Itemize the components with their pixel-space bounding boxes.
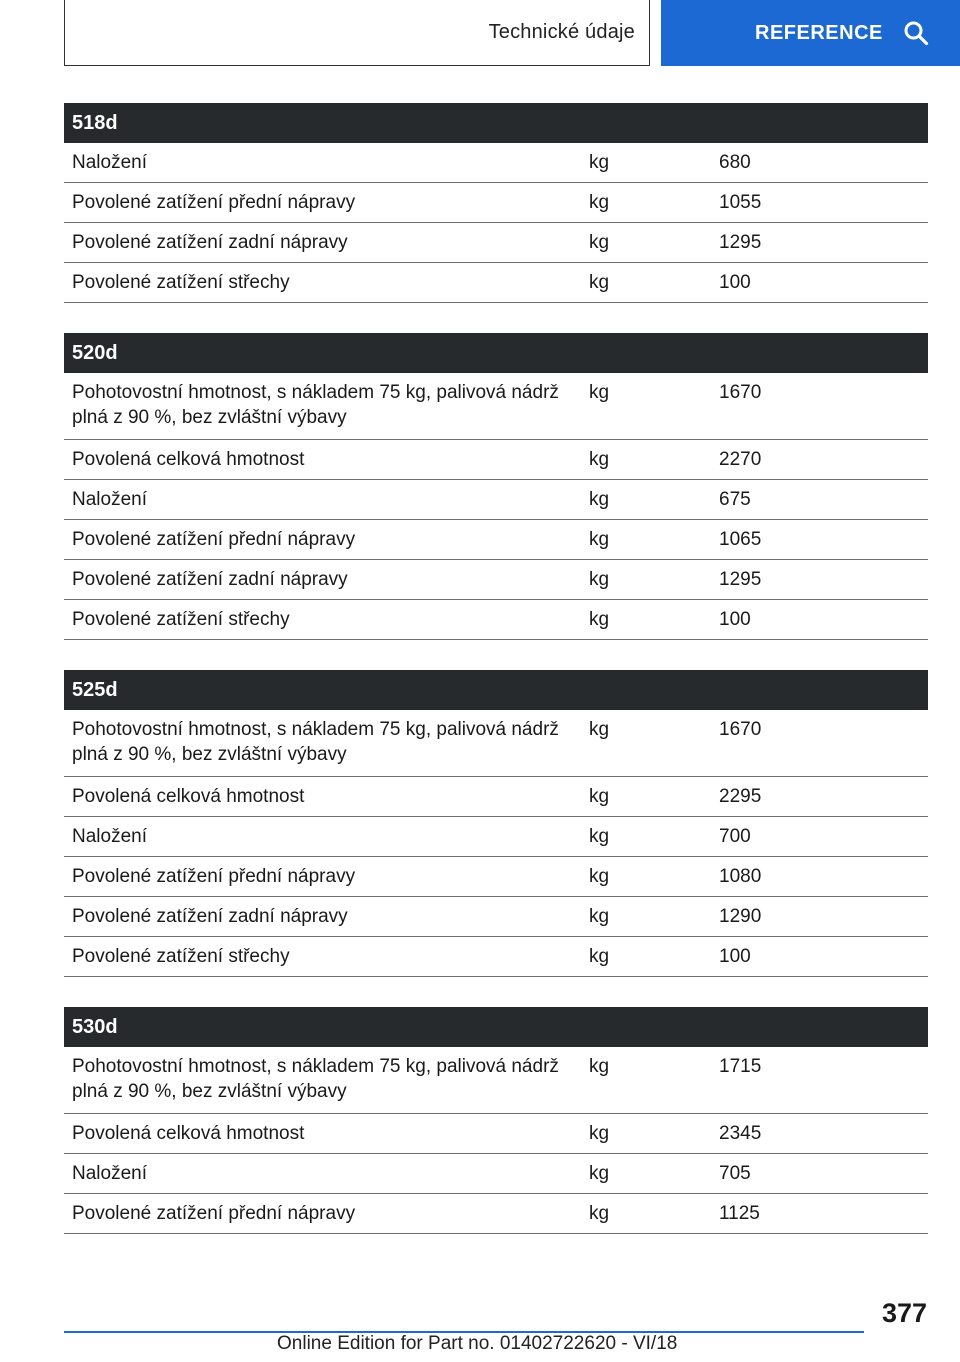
row-unit: kg xyxy=(589,382,610,403)
row-label: Pohotovostní hmotnost, s nákladem 75 kg, palivová nádrž plná z 90 %, bez zvláštní výbavy xyxy=(72,719,559,765)
row-value: 1290 xyxy=(719,906,762,927)
row-unit: kg xyxy=(589,609,610,630)
row-unit: kg xyxy=(589,1123,610,1144)
model-heading: 530d xyxy=(64,1007,928,1047)
table-row xyxy=(64,263,928,303)
row-label: Povolené zatížení zadní nápravy xyxy=(72,569,348,590)
row-unit: kg xyxy=(589,1203,610,1224)
row-label: Naložení xyxy=(72,489,147,510)
table-row xyxy=(64,373,928,440)
table-row xyxy=(64,1154,928,1194)
table-row xyxy=(64,857,928,897)
page-number: 377 xyxy=(881,1298,927,1328)
row-label: Povolená celková hmotnost xyxy=(72,449,305,470)
table-row xyxy=(64,1047,928,1114)
row-value: 2295 xyxy=(719,786,762,807)
table-row xyxy=(64,1114,928,1154)
row-value: 2345 xyxy=(719,1123,762,1144)
row-label: Naložení xyxy=(72,1163,147,1184)
row-unit: kg xyxy=(589,719,610,740)
row-value: 1670 xyxy=(719,719,762,740)
row-unit: kg xyxy=(589,1056,610,1077)
row-label: Povolené zatížení střechy xyxy=(72,946,290,967)
table-row xyxy=(64,710,928,777)
row-label: Povolené zatížení střechy xyxy=(72,609,290,630)
table-row xyxy=(64,1194,928,1234)
row-value: 1295 xyxy=(719,232,762,253)
table-row xyxy=(64,440,928,480)
table-row xyxy=(64,937,928,977)
row-unit: kg xyxy=(589,906,610,927)
row-value: 2270 xyxy=(719,449,762,470)
row-label: Pohotovostní hmotnost, s nákladem 75 kg, palivová nádrž plná z 90 %, bez zvláštní výbavy xyxy=(72,382,559,428)
row-value: 705 xyxy=(719,1163,751,1184)
reference-tab[interactable] xyxy=(661,0,960,66)
section-title: Technické údaje xyxy=(488,21,635,43)
technical-data-tables xyxy=(64,103,928,1264)
row-unit: kg xyxy=(589,449,610,470)
model-section-520d xyxy=(64,333,928,640)
table-row xyxy=(64,183,928,223)
model-heading: 518d xyxy=(64,103,928,143)
row-value: 1080 xyxy=(719,866,762,887)
row-value: 700 xyxy=(719,826,751,847)
model-section-525d xyxy=(64,670,928,977)
row-unit: kg xyxy=(589,786,610,807)
row-value: 1715 xyxy=(719,1056,762,1077)
row-label: Povolená celková hmotnost xyxy=(72,1123,305,1144)
table-row xyxy=(64,223,928,263)
row-value: 1055 xyxy=(719,192,762,213)
row-label: Naložení xyxy=(72,152,147,173)
row-unit: kg xyxy=(589,946,610,967)
table-row xyxy=(64,143,928,183)
table-row xyxy=(64,520,928,560)
header-section-tab xyxy=(64,0,650,66)
row-label: Povolené zatížení přední nápravy xyxy=(72,1203,356,1224)
row-label: Povolené zatížení přední nápravy xyxy=(72,529,356,550)
row-label: Povolené zatížení zadní nápravy xyxy=(72,232,348,253)
row-label: Povolené zatížení zadní nápravy xyxy=(72,906,348,927)
row-unit: kg xyxy=(589,1163,610,1184)
model-section-530d xyxy=(64,1007,928,1234)
model-heading: 520d xyxy=(64,333,928,373)
reference-label: REFERENCE xyxy=(755,21,883,44)
table-row xyxy=(64,600,928,640)
row-value: 1065 xyxy=(719,529,762,550)
edition-footer: Online Edition for Part no. 01402722620 - VI/18 xyxy=(277,1333,678,1354)
row-value: 1670 xyxy=(719,382,762,403)
row-value: 675 xyxy=(719,489,751,510)
row-unit: kg xyxy=(589,192,610,213)
row-label: Naložení xyxy=(72,826,147,847)
row-value: 100 xyxy=(719,272,751,293)
model-section-518d xyxy=(64,103,928,303)
row-unit: kg xyxy=(589,569,610,590)
row-value: 680 xyxy=(719,152,751,173)
model-heading: 525d xyxy=(64,670,928,710)
row-unit: kg xyxy=(589,826,610,847)
table-row xyxy=(64,897,928,937)
table-row xyxy=(64,777,928,817)
row-unit: kg xyxy=(589,529,610,550)
row-value: 1295 xyxy=(719,569,762,590)
row-unit: kg xyxy=(589,489,610,510)
row-unit: kg xyxy=(589,866,610,887)
row-label: Pohotovostní hmotnost, s nákladem 75 kg, palivová nádrž plná z 90 %, bez zvláštní výbavy xyxy=(72,1056,559,1102)
search-icon[interactable] xyxy=(903,20,929,46)
row-unit: kg xyxy=(589,272,610,293)
row-label: Povolené zatížení přední nápravy xyxy=(72,192,356,213)
row-unit: kg xyxy=(589,232,610,253)
row-value: 100 xyxy=(719,946,751,967)
row-label: Povolené zatížení přední nápravy xyxy=(72,866,356,887)
row-unit: kg xyxy=(589,152,610,173)
row-value: 100 xyxy=(719,609,751,630)
table-row xyxy=(64,480,928,520)
row-label: Povolená celková hmotnost xyxy=(72,786,305,807)
row-value: 1125 xyxy=(719,1203,760,1224)
table-row xyxy=(64,560,928,600)
row-label: Povolené zatížení střechy xyxy=(72,272,290,293)
table-row xyxy=(64,817,928,857)
